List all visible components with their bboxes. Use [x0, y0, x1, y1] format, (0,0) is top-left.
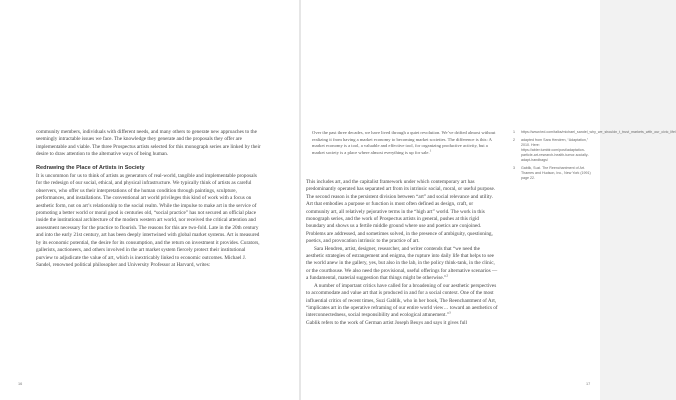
footnote-text: adapted from Sara Hendren, “Adaptation,” 2010. Here: https://abler.tumblr.com/post/adaptation-particle-art-research-health-tumor-socially-adapt-handbags/	[521, 138, 589, 162]
right-page	[301, 0, 676, 400]
footnote	[513, 166, 593, 181]
left-page-body	[36, 129, 261, 269]
footnote	[513, 130, 676, 135]
footnote-marker: 3	[449, 310, 451, 315]
paragraph-text: A number of important critics have called for a broadening of our aesthetic perspectives to accommodate and value art that is produced in and for a social context. One of the most influential critics of recent times, Suzi Gablik, who in her book, The Reenchantment of Art, “implicates art in the operative reframing of our entire world view… toward an aesthetics of interconnectedness, social responsibility and ecological attunement.”	[306, 282, 498, 319]
paragraph-text: Sara Hendren, artist, designer, researcher, and writer contends that “we need the aesthetic strategies of estrangement and enigma, the rupture into daily life that helps to see the world anew in the gallery, yes, but also in the lab, in the policy think-tank, in the clinic, or the courthouse. We also need the provisional, useful offerings for alternative scenarios — a fundamental, material suggestion that things might be otherwise.”	[306, 245, 498, 282]
footnotes	[513, 130, 676, 184]
footnote	[513, 138, 593, 163]
body-paragraph	[306, 283, 498, 320]
block-quote	[312, 130, 496, 156]
body-paragraph: This includes art, and the capitalist framework under which contemporary art has predominantly operated has separated art from its intrinsic social, moral, or useful purpose. The second reason is the persistent division between “art” and social relevance and utility. Art that embodies a purpose or function is most often defined as design, craft, or community art, all relatively pejorative terms in the “high art” world. The work in this monograph series, and the work of Prospectus artists in general, pushes at this rigid boundary and shows us a fertile middle ground where use and poetics are conjoined. Problems are addressed, and sometimes solved, in the presence of ambiguity, questioning, poetics, and provocation intrinsic to the practice of art.	[306, 179, 496, 245]
body-paragraph: Gablik refers to the work of German artist Joseph Beuys and says it gives full	[306, 319, 468, 326]
footnote-number: 2	[513, 138, 515, 142]
right-page-body	[306, 179, 498, 327]
section-heading: Redrawing the Place of Artists in Society	[36, 164, 145, 171]
page-number-left: 16	[18, 382, 23, 386]
footnote-number: 3	[513, 166, 515, 170]
footnote-text: https://www.ted.com/talks/michael_sandel_why_we_shouldn_t_trust_markets_with_our_civic_life/	[521, 130, 676, 134]
page-number-right: 17	[586, 382, 591, 386]
footnote-number: 1	[513, 130, 515, 134]
body-paragraph	[306, 246, 498, 283]
footnote-text: Gablik, Suzi. The Reenchantment of Art. Thames and Hudson, Inc., New York (1991) page 22.	[521, 166, 591, 180]
footnote-marker: 2	[446, 273, 449, 278]
footnote-marker: 1	[429, 148, 432, 153]
quote-text: Over the past three decades, we have lived through a quiet revolution. We’ve drifted almost without realizing it from having a market economy to becoming market societies. The difference is this: A market economy is a tool, a valuable and effective tool, for organizing productive activity, but a market society is a place where almost everything is up for sale.	[312, 130, 496, 155]
body-paragraph: It is uncommon for us to think of artists as generators of real-world, tangible and implementable proposals for the redesign of our social, ethical, and physical infrastructure. We typically think of artists as careful observers, who offer us their interpretations of the human condition through paintings, sculpture, performances, and installations. The conventional art world privileges this kind of work with a focus on aesthetic form, not on art’s relationship to the social realm. While the impulse to make art in the service of promoting a better world or moral good is centuries old, “social practice” has not secured an official place inside the institutional architecture of the modern western art world, nor received the critical attention and assessment necessary for the practice to flourish. The reasons for this are two-fold. Late in the 20th century and into the early 21st century, art has been deeply intertwined with global market systems. Art is measured by its economic potential, the desire for its consumption, and the return on investment it provides. Curators, gallerists, auctioneers, and others involved in the art market system fiercely protect their institutional purview to adjudicate the value of art, which is inextricably linked to economic outcomes. Michael J. Sandel, renowned political philosopher and University Professor at Harvard, writes:	[36, 173, 260, 268]
left-page	[0, 0, 299, 400]
body-paragraph: community members, individuals with different needs, and many others to generate new approaches to the seemingly intractable issues we face. The knowledge they generate and the proposals they offer are implementable and viable. The three Prospectus artists selected for this monograph series are linked by their desire to draw attention to the alternative ways of being human.	[36, 129, 261, 158]
